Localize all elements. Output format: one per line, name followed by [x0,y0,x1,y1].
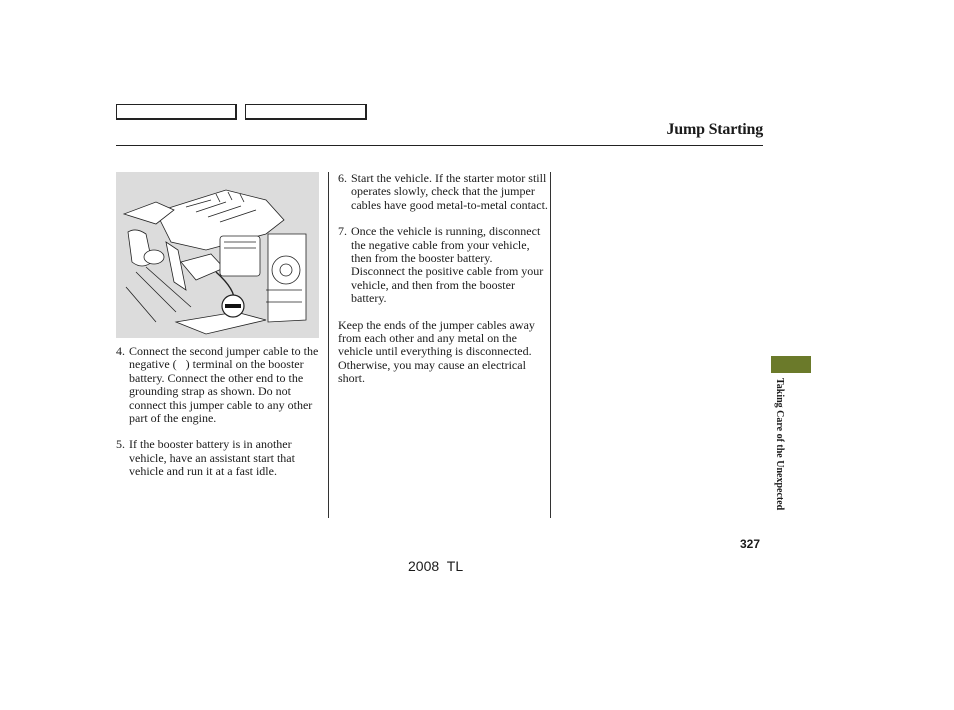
column-divider [328,172,329,518]
nav-button-previous[interactable] [116,104,237,120]
list-item: 7. Once the vehicle is running, disconnect the negative cable from your vehicle, then from the booster battery. Disconnect the positive cable from your vehicle, and then from the booster battery. [338,224,544,306]
header-divider [116,145,763,146]
left-column [116,345,328,492]
engine-illustration [116,172,319,338]
nav-button-next[interactable] [245,104,367,120]
list-item: 5. If the booster battery is in another vehicle, have an assistant start that vehicle and run it at a fast idle. [116,437,295,479]
column-divider [550,172,551,518]
page-title: Jump Starting [666,121,763,138]
caution-note: Keep the ends of the jumper cables away from each other and any metal on the vehicle until everything is disconnected. Otherwise, you may cause an electrical short. [338,317,535,386]
list-item: 4. Connect the second jumper cable to the negative ( ) terminal on the booster battery. Connect the other end to the grounding strap as shown. Do not connect this jumper cable to any other part of the engine. [116,344,319,426]
page-number: 327 [740,537,761,551]
middle-column [338,172,548,386]
section-tab [771,356,811,373]
list-item: 6. Start the vehicle. If the starter motor still operates slowly, check that the jumper cables have good metal-to-metal contact. [338,171,548,212]
model-footer: 2008 TL [408,558,464,574]
section-label: Taking Care of the Unexpected [774,378,785,511]
